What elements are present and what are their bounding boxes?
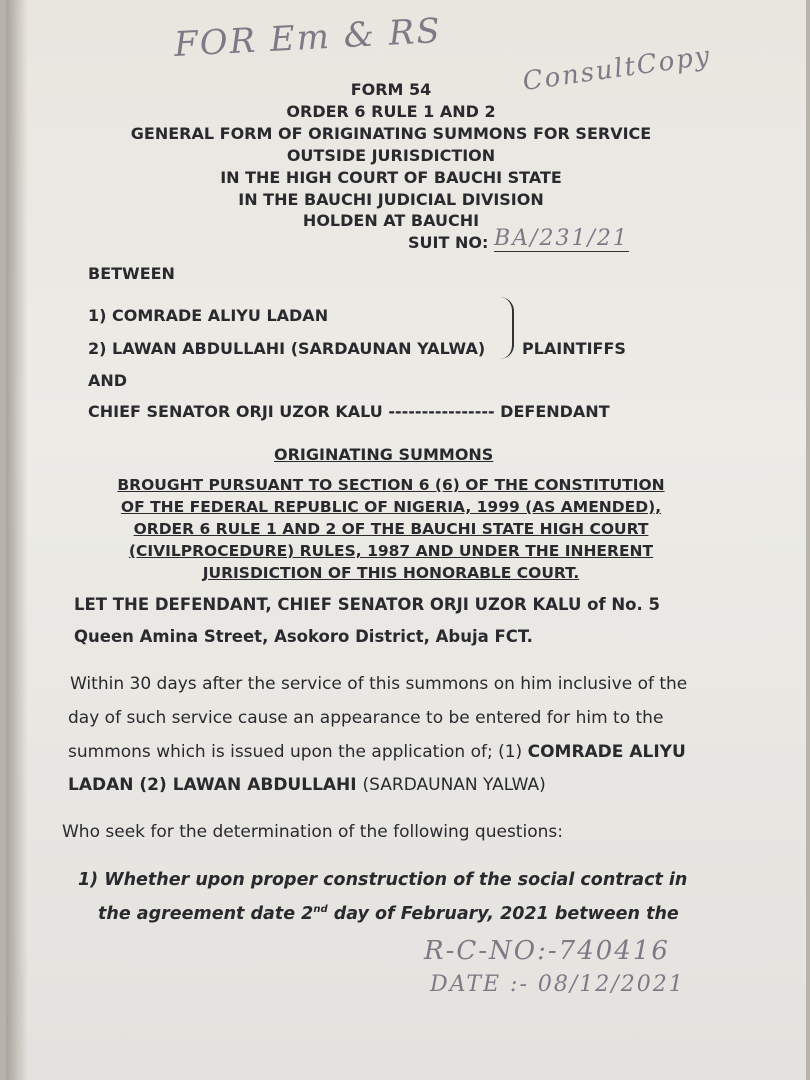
within-line-3 [68, 742, 686, 762]
document-page [6, 0, 806, 1080]
question-1-line-1: 1) Whether upon proper construction of the social contract in [78, 870, 688, 890]
let-defendant-line-1: LET THE DEFENDANT, CHIEF SENATOR ORJI UZOR KALU of No. 5 [74, 595, 661, 614]
order-rule: ORDER 6 RULE 1 AND 2 [286, 102, 496, 121]
within-line-2: day of such service cause an appearance to be entered for him to the [68, 708, 664, 728]
plaintiff-2: 2) LAWAN ABDULLAHI (SARDAUNAN YALWA) [88, 339, 486, 358]
within-line-4 [68, 775, 546, 795]
pursuant-line-4: (CIVILPROCEDURE) RULES, 1987 AND UNDER THE INHERENT [128, 542, 654, 560]
handwritten-rc-no: R-C-NO:-740416 [424, 936, 670, 966]
question-1-line-2 [98, 904, 679, 924]
pursuant-line-3: ORDER 6 RULE 1 AND 2 OF THE BAUCHI STATE HIGH COURT [133, 520, 649, 538]
form-title-1: GENERAL FORM OF ORIGINATING SUMMONS FOR SERVICE [130, 124, 652, 143]
plaintiff-2-alias: (SARDAUNAN YALWA) [362, 775, 546, 795]
plaintiffs-brace [492, 297, 514, 359]
and-label: AND [88, 371, 128, 390]
pursuant-line-5: JURISDICTION OF THIS HONORABLE COURT. [202, 564, 580, 582]
suit-no-handwritten: BA/231/21 [494, 226, 629, 251]
between-label: BETWEEN [88, 264, 175, 283]
form-number: FORM 54 [350, 80, 432, 99]
plaintiff-1: 1) COMRADE ALIYU LADAN [88, 306, 329, 325]
within-line-3-text: summons which is issued upon the application of; (1) [68, 742, 528, 762]
question-1-text-a: the agreement date 2 [98, 904, 314, 924]
plaintiff-names: LADAN (2) LAWAN ABDULLAHI [68, 775, 363, 795]
holden-at: HOLDEN AT BAUCHI [302, 211, 480, 230]
handwritten-note-top: FOR Em & RS [173, 11, 443, 65]
judicial-division: IN THE BAUCHI JUDICIAL DIVISION [238, 190, 544, 209]
defendant-line: CHIEF SENATOR ORJI UZOR KALU ---------------- DEFENDANT [88, 402, 610, 421]
suit-no-label: SUIT NO: [408, 233, 489, 252]
form-title-2: OUTSIDE JURISDICTION [286, 146, 496, 165]
let-defendant-line-2: Queen Amina Street, Asokoro District, Abuja FCT. [74, 627, 533, 646]
pursuant-line-2: OF THE FEDERAL REPUBLIC OF NIGERIA, 1999 (AS AMENDED), [120, 498, 662, 516]
plaintiffs-label: PLAINTIFFS [522, 339, 626, 358]
ordinal-suffix: nd [313, 904, 328, 916]
who-seek-line: Who seek for the determination of the following questions: [62, 822, 563, 842]
handwritten-note-top-2: ConsultCopy [520, 40, 714, 98]
plaintiff-1-name: COMRADE ALIYU [527, 742, 686, 762]
within-line-1: Within 30 days after the service of this summons on him inclusive of the [70, 674, 688, 694]
pursuant-line-1: BROUGHT PURSUANT TO SECTION 6 (6) OF THE CONSTITUTION [117, 476, 665, 494]
court-name: IN THE HIGH COURT OF BAUCHI STATE [220, 168, 562, 187]
summons-heading: ORIGINATING SUMMONS [274, 445, 494, 464]
question-1-text-b: day of February, 2021 between the [327, 904, 679, 924]
handwritten-date: DATE :- 08/12/2021 [430, 972, 685, 997]
